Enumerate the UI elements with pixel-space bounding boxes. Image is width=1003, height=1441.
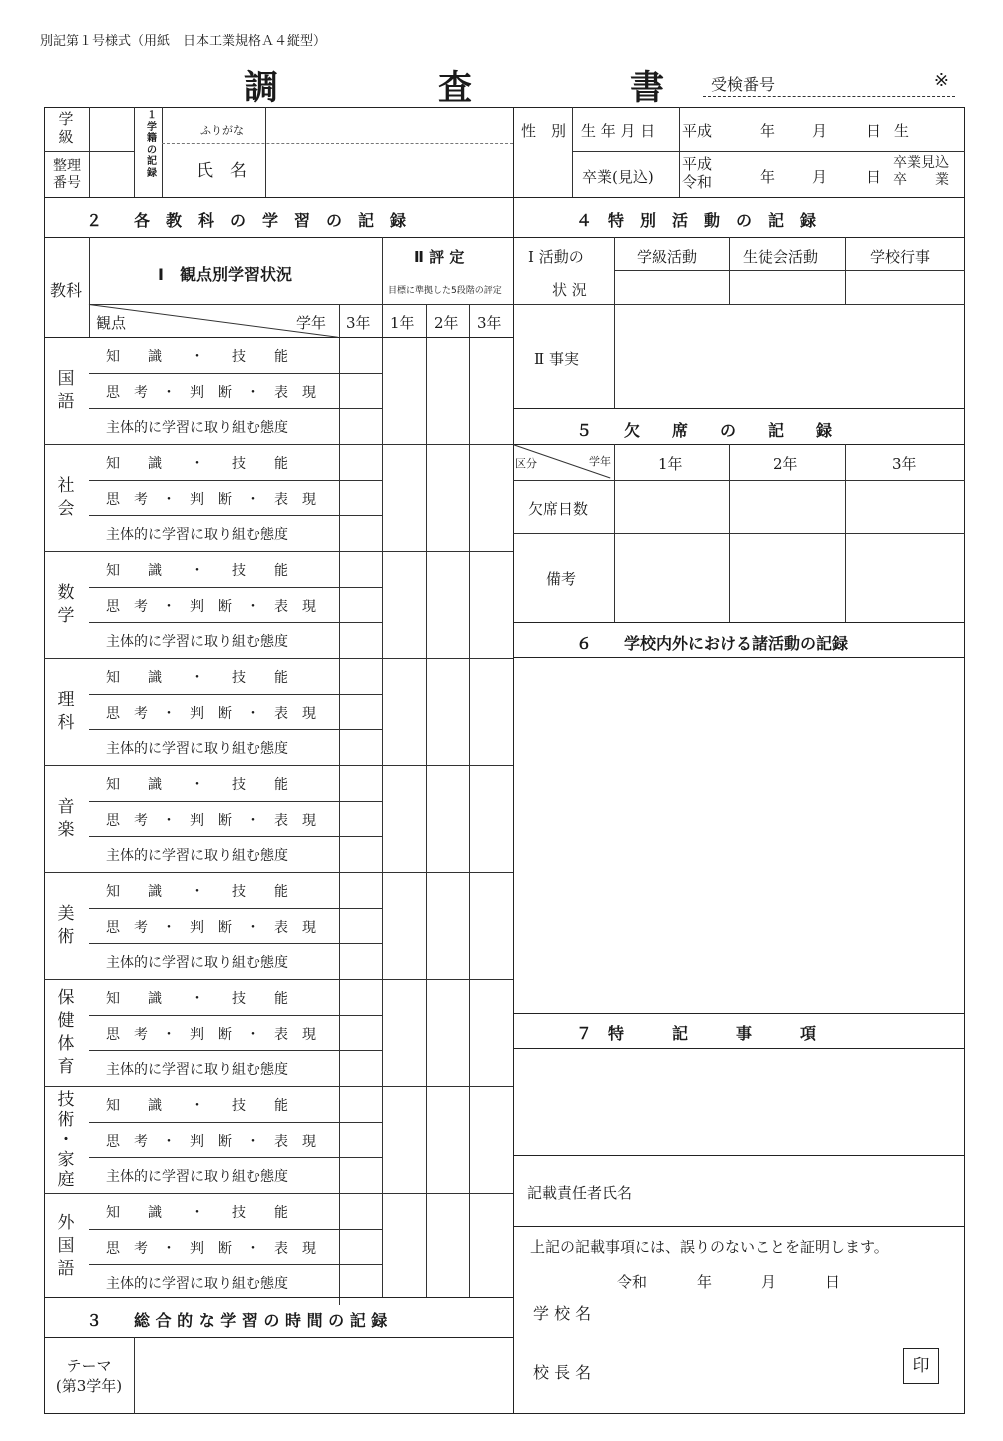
perspective-label: 思 考 ・ 判 断 ・ 表 現	[106, 812, 316, 829]
ref-number-label: 整理 番号	[53, 158, 81, 191]
grid-line	[513, 480, 965, 481]
rating-title: Ⅱ 評 定	[414, 248, 465, 266]
title-char-3: 書	[630, 68, 664, 108]
grid-line	[513, 622, 965, 623]
section7-title: ７ 特 記 事 項	[576, 1024, 817, 1043]
grid-line	[44, 872, 513, 873]
perspective-label: 主体的に学習に取り組む態度	[106, 527, 288, 544]
grid-line	[44, 151, 134, 152]
perspective-label: 知 識 ・ 技 能	[106, 1205, 288, 1221]
year-header-perspective-3: 3年	[346, 314, 371, 332]
grid-line	[44, 658, 513, 659]
grid-line	[513, 1226, 965, 1227]
grid-line	[89, 480, 382, 481]
grid-line	[44, 979, 513, 980]
year-header-rating-3: 3年	[477, 314, 502, 332]
grid-line	[134, 1337, 135, 1414]
grid-line	[382, 237, 383, 1297]
grid-line	[44, 551, 513, 552]
perspective-label: 主体的に学習に取り組む態度	[106, 1169, 288, 1186]
grid-line	[513, 1155, 965, 1156]
fact-label: Ⅱ 事実	[534, 350, 579, 368]
grid-line	[89, 729, 382, 730]
graduation-status: 卒業見込 卒 業	[893, 155, 949, 188]
grid-line	[89, 237, 90, 337]
kanten-label: 観点	[96, 314, 127, 332]
grid-line	[89, 1122, 382, 1123]
subject-column-label: 教科	[50, 281, 83, 300]
activity-school-events: 学校行事	[870, 248, 931, 266]
grid-line	[162, 107, 163, 197]
grid-line	[513, 657, 965, 658]
perspective-label: 主体的に学習に取り組む態度	[106, 741, 288, 758]
absence-days-label: 欠席日数	[528, 500, 589, 518]
section2-title: ２ 各 教 科 の 学 習 の 記 録	[86, 211, 407, 230]
graduation-era: 平成 令和	[682, 155, 713, 191]
perspective-label: 思 考 ・ 判 断 ・ 表 現	[106, 1240, 316, 1257]
perspective-label: 思 考 ・ 判 断 ・ 表 現	[106, 919, 316, 936]
activity-student-council: 生徒会活動	[743, 248, 819, 266]
grid-line	[513, 533, 965, 534]
grid-line	[44, 1297, 513, 1298]
section6-title: ６ 学校内外における諸活動の記録	[576, 634, 849, 653]
absence-year-3: 3年	[892, 455, 917, 473]
grid-line	[513, 444, 965, 445]
perspective-label: 主体的に学習に取り組む態度	[106, 420, 288, 437]
grad-month-unit: 月	[812, 168, 828, 186]
grid-line	[89, 1015, 382, 1016]
subject-label: 保 健 体 育	[57, 987, 75, 1077]
subject-label: 数 学	[57, 582, 75, 626]
absence-year-2: 2年	[773, 455, 798, 473]
grid-line	[89, 1229, 382, 1230]
grid-line	[44, 765, 513, 766]
grid-line	[89, 1264, 382, 1265]
section5-title: ５ 欠 席 の 記 録	[576, 421, 833, 440]
perspective-label: 知 識 ・ 技 能	[106, 456, 288, 472]
perspective-label: 知 識 ・ 技 能	[106, 563, 288, 579]
perspective-label: 主体的に学習に取り組む態度	[106, 955, 288, 972]
graduation-label: 卒業(見込)	[582, 168, 654, 186]
section3-title: ３ 総 合 的 な 学 習 の 時 間 の 記 録	[86, 1311, 388, 1330]
gakunen-label: 学年	[296, 314, 327, 332]
seal-box: 印	[903, 1348, 939, 1384]
exam-number-field[interactable]	[703, 70, 955, 97]
certification-text: 上記の記載事項には、誤りのないことを証明します。	[530, 1238, 889, 1256]
birth-day-unit: 日	[866, 122, 882, 140]
subject-label: 技 術 ・ 家 庭	[57, 1089, 75, 1190]
grid-line	[513, 1013, 965, 1014]
grid-line	[89, 587, 382, 588]
grid-line	[89, 943, 382, 944]
date-month: 月	[761, 1273, 777, 1291]
perspective-label: 知 識 ・ 技 能	[106, 991, 288, 1007]
grid-line	[89, 107, 90, 197]
activity-status-label-1: Ⅰ 活動の	[528, 248, 584, 266]
subject-label: 美 術	[57, 903, 75, 947]
enrollment-record-label: １ 学 籍 の 記 録	[147, 110, 157, 179]
grid-line	[513, 304, 965, 305]
school-name-label: 学 校 名	[533, 1304, 592, 1323]
perspective-status-title: Ⅰ 観点別学習状況	[158, 265, 292, 284]
perspective-label: 主体的に学習に取り組む態度	[106, 1062, 288, 1079]
grid-line	[44, 237, 513, 238]
grid-line	[469, 304, 470, 1297]
birth-year-unit: 年	[760, 122, 776, 140]
exam-number-label: 受検番号	[711, 75, 776, 94]
subject-label: 外 国 語	[57, 1213, 75, 1279]
perspective-label: 思 考 ・ 判 断 ・ 表 現	[106, 598, 316, 615]
grid-line	[513, 1048, 965, 1049]
perspective-label: 知 識 ・ 技 能	[106, 670, 288, 686]
activity-status-label-2: 状 況	[552, 281, 587, 299]
perspective-label: 知 識 ・ 技 能	[106, 777, 288, 793]
grid-line	[513, 237, 965, 238]
birth-month-unit: 月	[812, 122, 828, 140]
grid-line	[44, 337, 513, 338]
grid-line	[44, 1337, 513, 1338]
grid-line	[426, 304, 427, 1297]
subject-label: 音 楽	[57, 796, 75, 840]
kubun-label: 区分	[515, 457, 537, 470]
grid-line	[89, 515, 382, 516]
form-note: 別記第１号様式（用紙 日本工業規格Ａ４縦型）	[40, 34, 327, 49]
principal-name-label: 校 長 名	[533, 1363, 592, 1382]
rating-note: 目標に準拠した5段階の評定	[388, 286, 502, 296]
birth-suffix: 生	[894, 122, 910, 140]
grade-label: 学 級	[58, 110, 74, 146]
grad-year-unit: 年	[760, 168, 776, 186]
birth-label: 生 年 月 日	[581, 122, 656, 140]
absence-gakunen-label: 学年	[589, 455, 611, 468]
recorder-label: 記載責任者氏名	[527, 1184, 633, 1202]
grid-line	[89, 908, 382, 909]
perspective-label: 主体的に学習に取り組む態度	[106, 848, 288, 865]
grid-line	[572, 107, 573, 197]
grid-line	[89, 304, 513, 305]
remarks-label: 備考	[546, 570, 577, 588]
grid-line	[89, 801, 382, 802]
grid-line	[614, 237, 615, 408]
grid-line	[134, 107, 135, 197]
grid-line	[89, 694, 382, 695]
grid-line	[572, 151, 965, 152]
grid-line	[44, 1193, 513, 1194]
grid-line	[513, 408, 965, 409]
exam-number-mark: ※	[933, 70, 949, 91]
perspective-label: 知 識 ・ 技 能	[106, 349, 288, 365]
absence-year-1: 1年	[658, 455, 683, 473]
name-label: 氏 名	[196, 161, 247, 181]
theme-label: テーマ (第3学年)	[55, 1357, 123, 1396]
perspective-label: 主体的に学習に取り組む態度	[106, 1276, 288, 1293]
date-year: 年	[697, 1273, 713, 1291]
year-header-rating-2: 2年	[434, 314, 459, 332]
grid-line	[339, 304, 340, 1305]
perspective-label: 主体的に学習に取り組む態度	[106, 634, 288, 651]
grid-line	[614, 270, 965, 271]
gender-label: 性 別	[521, 122, 567, 140]
grad-day-unit: 日	[866, 168, 882, 186]
grid-line	[679, 107, 680, 197]
perspective-label: 思 考 ・ 判 断 ・ 表 現	[106, 1026, 316, 1043]
grid-line	[44, 1086, 513, 1087]
perspective-label: 思 考 ・ 判 断 ・ 表 現	[106, 384, 316, 401]
date-era: 令和	[617, 1273, 648, 1291]
grid-line	[265, 107, 266, 197]
section4-title: ４ 特 別 活 動 の 記 録	[576, 211, 817, 230]
subject-label: 国 語	[57, 368, 75, 412]
perspective-label: 思 考 ・ 判 断 ・ 表 現	[106, 1133, 316, 1150]
grid-line	[89, 622, 382, 623]
perspective-label: 知 識 ・ 技 能	[106, 1098, 288, 1114]
furigana-dash	[162, 143, 513, 144]
grid-line	[89, 408, 382, 409]
furigana-label: ふりがな	[200, 124, 244, 137]
grid-line	[89, 373, 382, 374]
title-char-1: 調	[244, 68, 278, 108]
perspective-label: 知 識 ・ 技 能	[106, 884, 288, 900]
title-char-2: 査	[438, 68, 472, 108]
grid-line	[89, 1050, 382, 1051]
year-header-rating-1: 1年	[390, 314, 415, 332]
perspective-label: 思 考 ・ 判 断 ・ 表 現	[106, 705, 316, 722]
grid-line	[89, 836, 382, 837]
activity-class: 学級活動	[637, 248, 698, 266]
grid-line	[89, 1157, 382, 1158]
header-bottom	[44, 197, 965, 198]
subject-label: 社 会	[57, 475, 75, 519]
grid-line	[44, 444, 513, 445]
subject-label: 理 科	[57, 689, 75, 733]
birth-era: 平成	[682, 122, 713, 140]
perspective-label: 思 考 ・ 判 断 ・ 表 現	[106, 491, 316, 508]
date-day: 日	[825, 1273, 841, 1291]
